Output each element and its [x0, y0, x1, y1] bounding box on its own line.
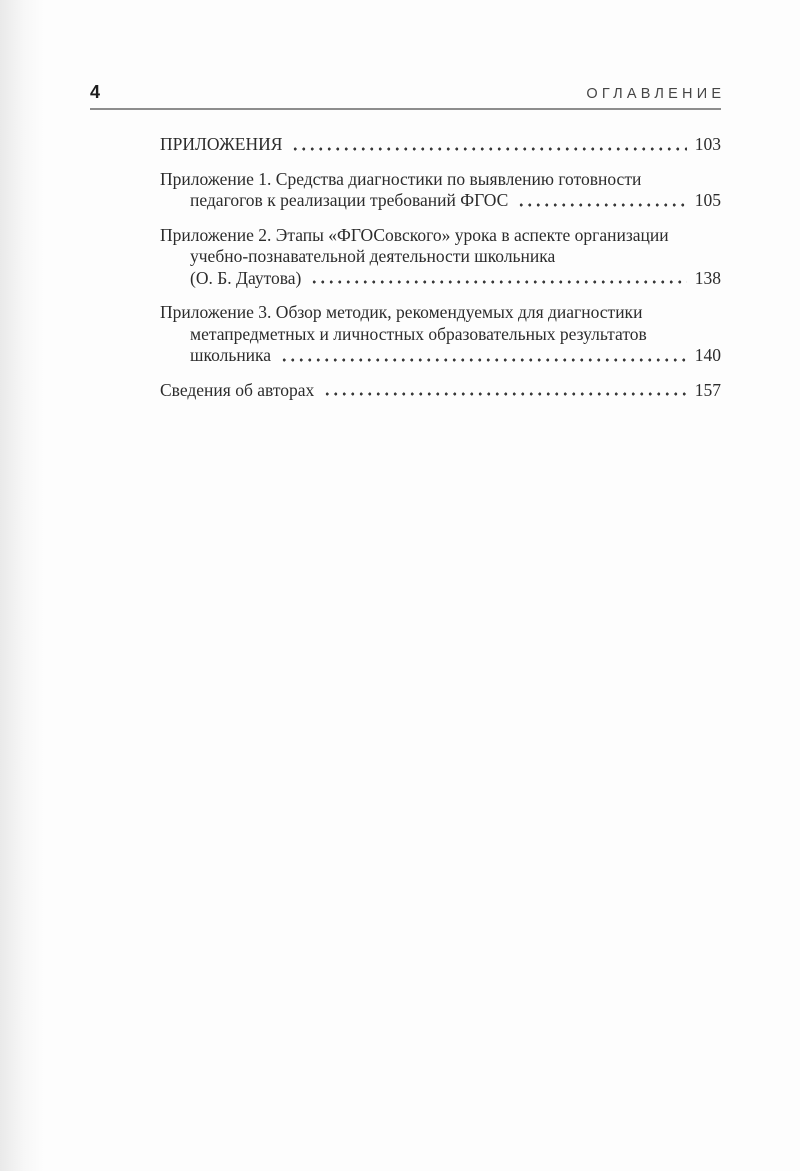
- dot-leader: [517, 203, 686, 207]
- toc-entry-line: Приложение 3. Обзор методик, рекомендуемых для диагностики: [160, 302, 643, 322]
- toc-entry-title: ПРИЛОЖЕНИЯ: [160, 134, 283, 154]
- header-rule: [90, 108, 721, 110]
- toc-entry-line: [160, 345, 721, 367]
- toc-entry-title: Сведения об авторах: [160, 379, 315, 400]
- toc-entry-line: учебно-познавательной деятельности школьника: [190, 246, 556, 266]
- toc-entry: [160, 169, 721, 212]
- toc-page-number: 157: [694, 379, 721, 400]
- running-head: [90, 82, 726, 103]
- dot-leader: [291, 147, 686, 151]
- toc-page-number: 105: [694, 190, 721, 210]
- table-of-contents: [160, 134, 721, 401]
- page-content: [90, 82, 726, 414]
- toc-entry: [160, 302, 721, 367]
- toc-entry-line: [160, 134, 721, 156]
- toc-entry-title: (О. Б. Даутова): [190, 267, 302, 288]
- toc-entry-title: педагогов к реализации требований ФГОС: [190, 190, 509, 210]
- toc-page-number: 103: [694, 134, 721, 154]
- toc-entry-line: Приложение 2. Этапы «ФГОСовского» урока в аспекте организации: [160, 224, 669, 245]
- toc-page-number: 140: [694, 345, 721, 365]
- toc-entry: [160, 380, 721, 402]
- toc-entry-line: метапредметных и личностных образовательных результатов: [190, 323, 647, 344]
- toc-entry: [160, 225, 721, 290]
- toc-entry-line: [160, 190, 721, 212]
- dot-leader: [280, 358, 687, 362]
- toc-entry-line: [160, 268, 721, 290]
- toc-entry-line: Приложение 1. Средства диагностики по выявлению готовности: [160, 168, 642, 189]
- page-left-edge-shading: [0, 0, 44, 1171]
- dot-leader: [323, 392, 686, 396]
- toc-entry-line: [160, 380, 721, 402]
- toc-page-number: 138: [694, 267, 721, 288]
- toc-entry: [160, 134, 721, 156]
- toc-entry-title: школьника: [190, 345, 272, 365]
- page-number: 4: [90, 82, 101, 102]
- running-head-title: ОГЛАВЛЕНИЕ: [586, 86, 726, 102]
- dot-leader: [310, 280, 686, 284]
